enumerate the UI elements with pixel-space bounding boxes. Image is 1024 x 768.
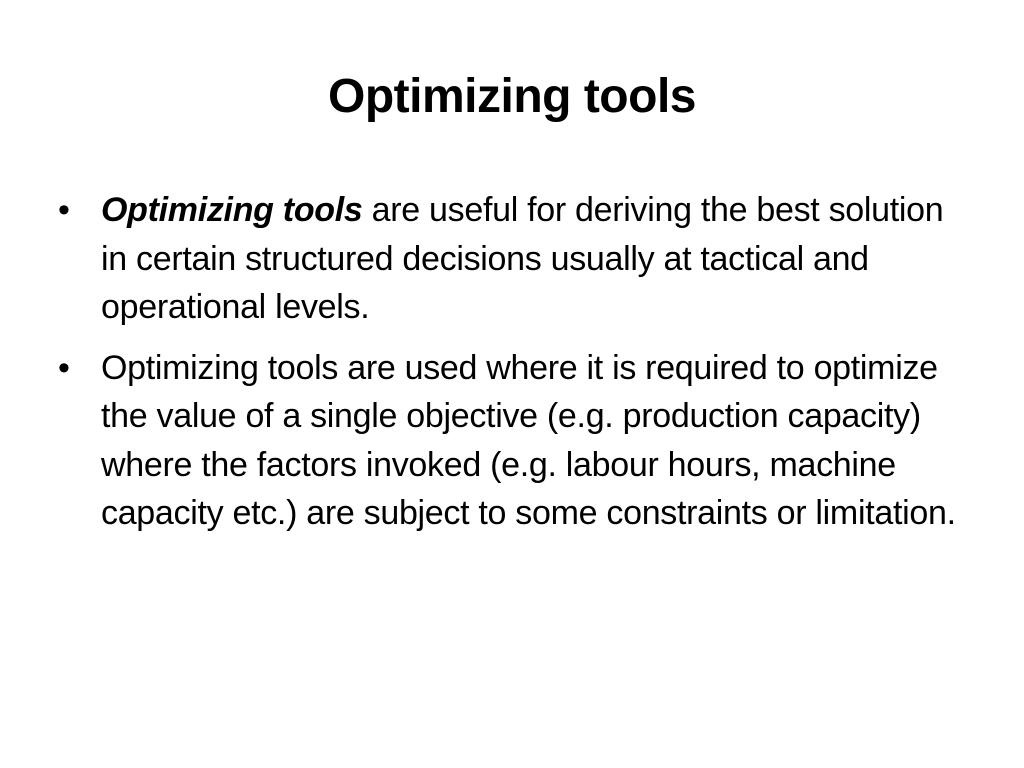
bullet-emphasis: Optimizing tools <box>101 191 363 229</box>
bullet-icon: • <box>58 191 70 229</box>
bullet-text: are useful for deriving the best solution in certain structured decisions usually at tactical and operational levels. <box>101 191 944 326</box>
bullet-text: Optimizing tools are used where it is required to optimize the value of a single objective (e.g. production capacity) where the factors invoked (e.g. labour hours, machine capacity etc.) are subject to some constraints or limitation. <box>101 348 956 532</box>
bullet-icon: • <box>58 348 70 387</box>
bullet-item-1 <box>58 186 978 332</box>
slide-title: Optimizing tools <box>328 70 696 123</box>
bullet-item-2 <box>58 344 978 538</box>
bullet-list <box>58 186 978 550</box>
